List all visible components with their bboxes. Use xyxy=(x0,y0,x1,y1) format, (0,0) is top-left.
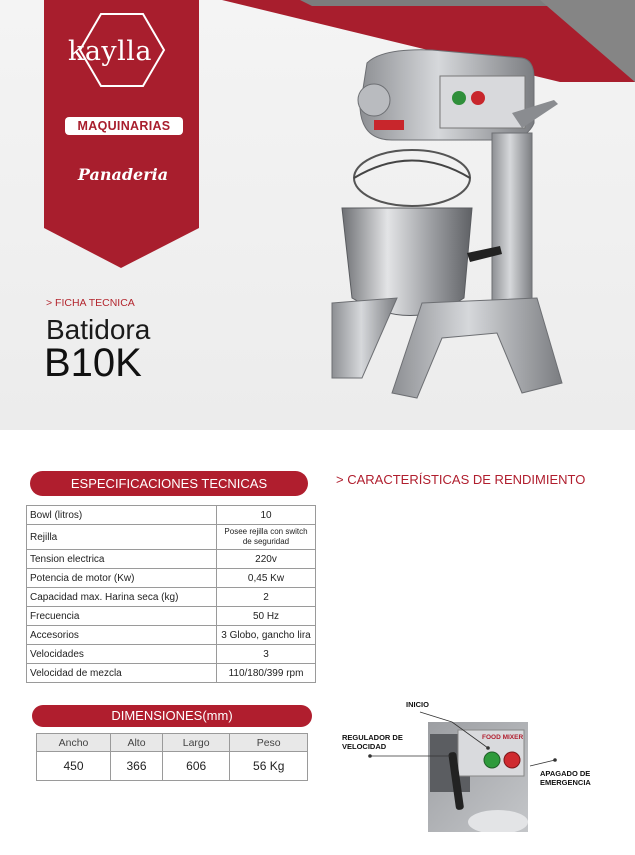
sheet-label: > FICHA TECNICA xyxy=(46,297,135,309)
dimension-value: 450 xyxy=(37,752,111,781)
category-label: MAQUINARIAS xyxy=(65,117,183,135)
mixer-image xyxy=(322,48,577,403)
dimensions-table xyxy=(36,733,308,781)
callout-lines xyxy=(360,700,560,790)
spec-label: Velocidades xyxy=(27,645,217,664)
stop-callout-line1: APAGADO DE xyxy=(540,769,591,778)
spec-value: 110/180/399 rpm xyxy=(217,664,316,683)
stop-callout-line2: EMERGENCIA xyxy=(540,778,591,787)
speed-callout-line2: VELOCIDAD xyxy=(342,742,387,751)
table-row xyxy=(27,588,316,607)
table-row xyxy=(27,550,316,569)
spec-value: 50 Hz xyxy=(217,607,316,626)
dimension-value: 366 xyxy=(111,752,163,781)
dimension-value: 606 xyxy=(162,752,229,781)
brand-logo-text: kaylla xyxy=(67,36,153,67)
spec-value: 3 Globo, gancho lira xyxy=(217,626,316,645)
column-header: Ancho xyxy=(37,734,111,752)
spec-label: Potencia de motor (Kw) xyxy=(27,569,217,588)
spec-value: 10 xyxy=(217,506,316,525)
speed-callout-line1: REGULADOR DE xyxy=(342,733,403,742)
start-callout: INICIO xyxy=(406,700,429,709)
table-row xyxy=(27,525,316,550)
panel-label: FOOD MIXER xyxy=(482,734,524,741)
spec-label: Frecuencia xyxy=(27,607,217,626)
product-name: Batidora xyxy=(46,314,151,345)
table-header-row xyxy=(37,734,308,752)
table-row xyxy=(27,506,316,525)
spec-label: Tension electrica xyxy=(27,550,217,569)
specs-heading: ESPECIFICACIONES TECNICAS xyxy=(30,471,308,496)
spec-value: 0,45 Kw xyxy=(217,569,316,588)
spec-value: Posee rejilla con switch de seguridad xyxy=(217,525,316,550)
table-row xyxy=(27,569,316,588)
spec-label: Bowl (litros) xyxy=(27,506,217,525)
spec-value: 2 xyxy=(217,588,316,607)
subcategory-label: Panaderia xyxy=(77,165,169,184)
spec-label: Accesorios xyxy=(27,626,217,645)
spec-value: 220v xyxy=(217,550,316,569)
column-header: Peso xyxy=(230,734,308,752)
specs-table xyxy=(26,505,316,683)
dimensions-heading: DIMENSIONES(mm) xyxy=(32,705,312,727)
table-row xyxy=(27,626,316,645)
spec-label: Rejilla xyxy=(27,525,217,550)
table-row xyxy=(27,607,316,626)
spec-label: Velocidad de mezcla xyxy=(27,664,217,683)
product-model: B10K xyxy=(44,341,142,385)
table-row xyxy=(27,664,316,683)
spec-value: 3 xyxy=(217,645,316,664)
dimension-value: 56 Kg xyxy=(230,752,308,781)
table-row xyxy=(27,645,316,664)
table-row xyxy=(37,752,308,781)
spec-label: Capacidad max. Harina seca (kg) xyxy=(27,588,217,607)
column-header: Alto xyxy=(111,734,163,752)
performance-heading: > CARACTERÍSTICAS DE RENDIMIENTO xyxy=(336,472,586,487)
column-header: Largo xyxy=(162,734,229,752)
